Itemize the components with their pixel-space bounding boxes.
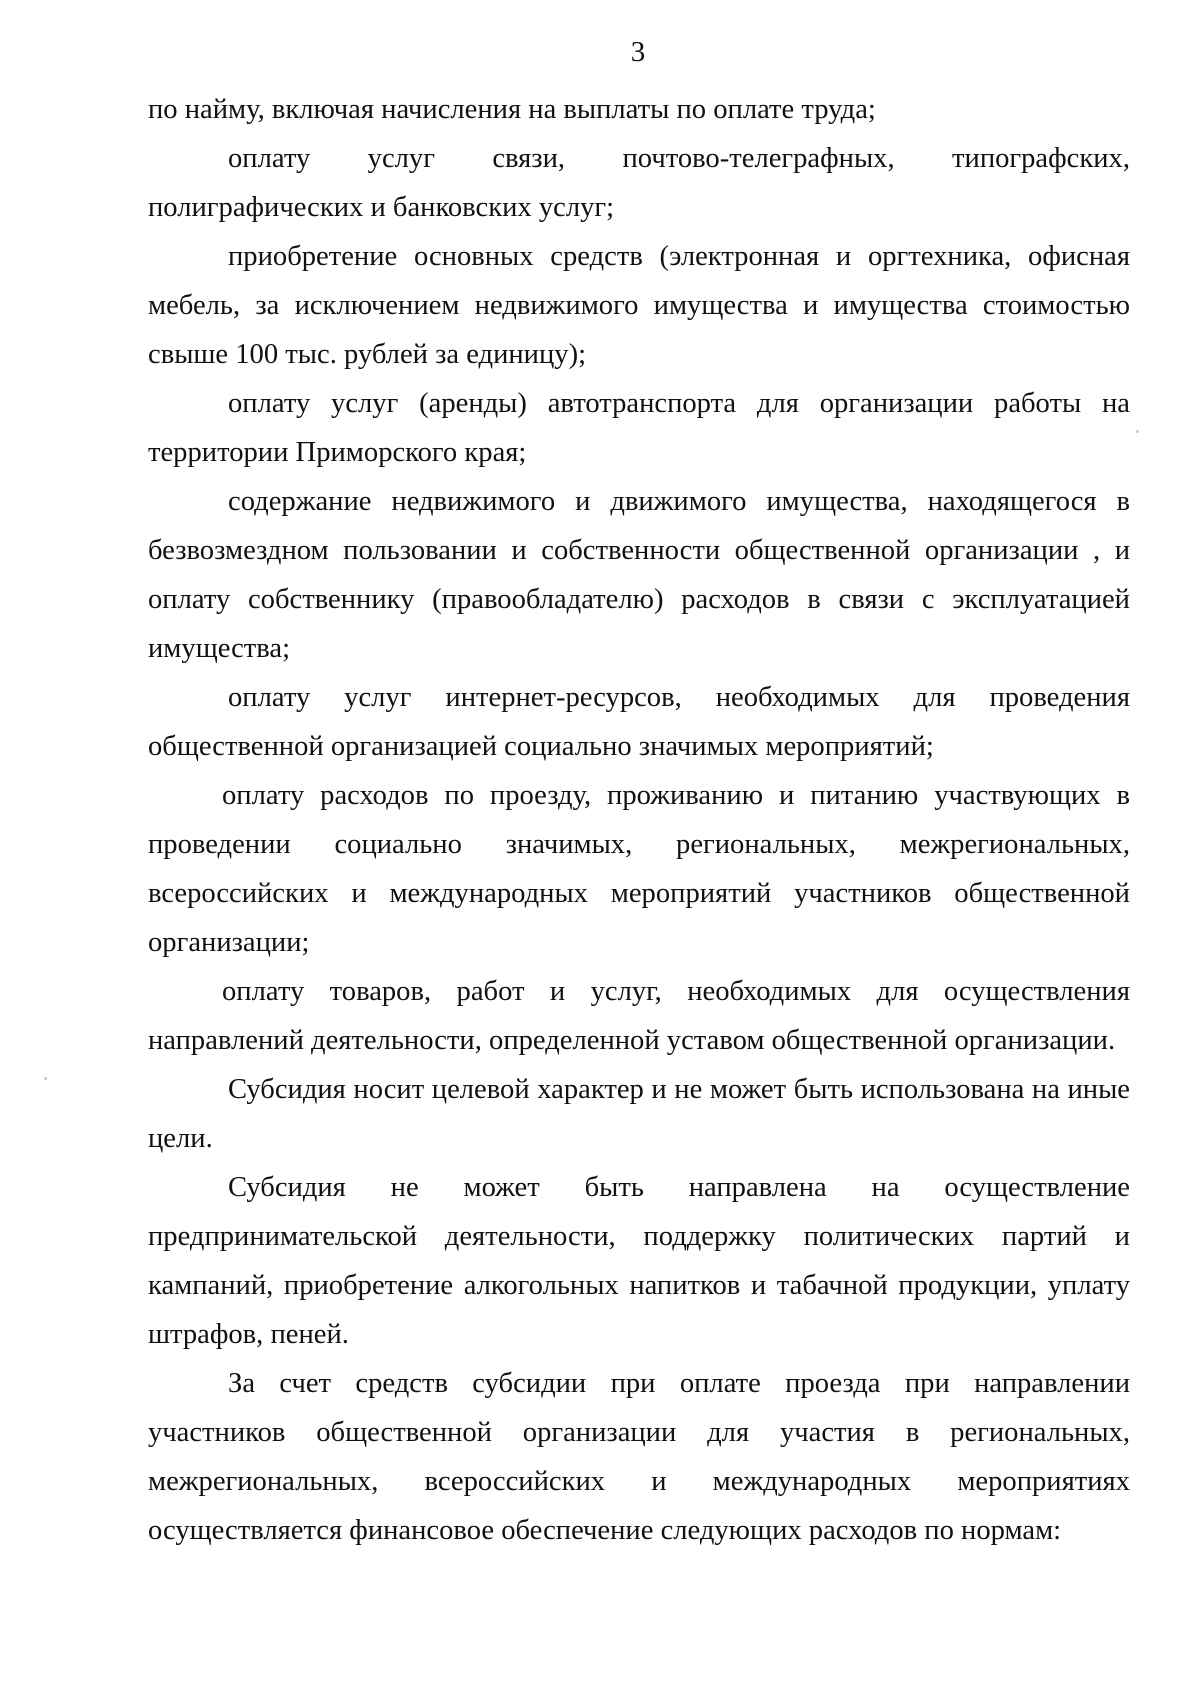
paragraph-6: оплату услуг интернет-ресурсов, необходимых для проведения общественной организацией социально значимых мероприятий; [148,682,1130,762]
document-body [148,85,1130,1555]
paragraph-10: Субсидия не может быть направлена на осуществление предпринимательской деятельности, поддержку политических партий и кампаний, приобретение алкогольных напитков и табачной продукции, уплату штрафов, пеней. [148,1172,1130,1350]
paragraph-7: оплату расходов по проезду, проживанию и питанию участвующих в проведении социально значимых, региональных, межрегиональных, всероссийских и международных мероприятий участников общественной организации; [148,780,1130,958]
paragraph-3: приобретение основных средств (электронная и оргтехника, офисная мебель, за исключением недвижимого имущества и имущества стоимостью свыше 100 тыс. рублей за единицу); [148,241,1130,370]
paragraph-8: оплату товаров, работ и услуг, необходимых для осуществления направлений деятельности, определенной уставом общественной организации. [148,976,1130,1056]
paragraph-4: оплату услуг (аренды) автотранспорта для организации работы на территории Приморского края; [148,388,1130,468]
scan-speck [1136,430,1139,433]
paragraph-11: За счет средств субсидии при оплате проезда при направлении участников общественной организации для участия в региональных, межрегиональных, всероссийских и международных мероприятиях осуществляется финансовое обеспечение следующих расходов по нормам: [148,1368,1130,1546]
paragraph-2: оплату услуг связи, почтово-телеграфных, типографских, полиграфических и банковских услуг; [148,143,1130,223]
paragraph-1: по найму, включая начисления на выплаты по оплате труда; [148,94,876,125]
paragraph-5: содержание недвижимого и движимого имущества, находящегося в безвозмездном пользовании и собственности общественной организации , и оплату собственнику (правообладателю) расходов в связи с эксплуатацией имущества; [148,486,1130,664]
scan-speck [44,1077,47,1080]
paragraph-9: Субсидия носит целевой характер и не может быть использована на иные цели. [148,1074,1130,1154]
page-number: 3 [630,36,646,68]
